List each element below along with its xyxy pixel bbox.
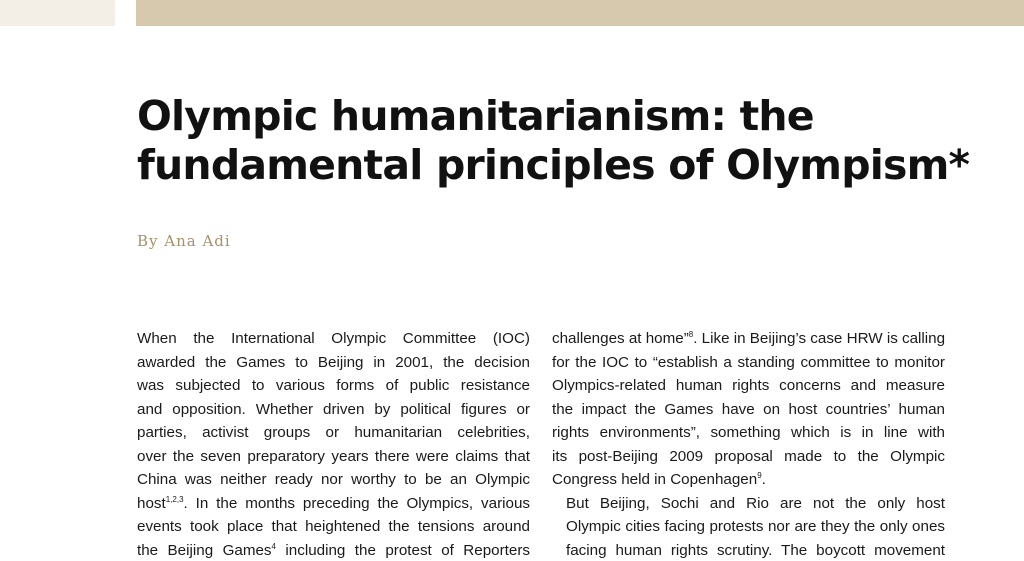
article-title bbox=[137, 92, 997, 190]
footnote-ref: 8 bbox=[688, 330, 694, 339]
top-band-right bbox=[136, 0, 1024, 26]
text-fragment: host bbox=[137, 494, 166, 512]
text-line bbox=[552, 327, 945, 351]
text-line: over the seven preparatory years there were claims that bbox=[137, 447, 530, 465]
text-line: the impact the Games have on host countries’ human bbox=[552, 400, 945, 418]
text-fragment: the Beijing Games bbox=[137, 541, 272, 559]
top-band-left bbox=[0, 0, 115, 26]
text-line bbox=[137, 492, 530, 516]
text-line bbox=[137, 539, 530, 561]
text-line: Olympics-related human rights concerns and measure bbox=[552, 377, 945, 394]
body-column-right bbox=[552, 327, 945, 561]
text-fragment: including the protest of Reporters bbox=[275, 541, 530, 559]
text-line: Olympic cities facing protests nor are they the only ones bbox=[566, 518, 945, 535]
text-line: parties, activist groups or humanitarian celebrities, bbox=[137, 424, 530, 441]
paragraph bbox=[137, 327, 530, 561]
text-fragment: . In the months preceding the Olympics, various bbox=[183, 494, 530, 512]
byline: By Ana Adi bbox=[137, 232, 231, 250]
text-fragment: challenges at home” bbox=[552, 330, 689, 347]
text-line: facing human rights scrutiny. The boycott movement bbox=[566, 541, 945, 559]
body-column-left bbox=[137, 327, 530, 561]
paragraph bbox=[552, 492, 945, 561]
text-line bbox=[552, 468, 945, 492]
text-line: its post-Beijing 2009 proposal made to the Olympic bbox=[552, 447, 945, 465]
footnote-ref: 1,2,3 bbox=[165, 494, 184, 504]
text-fragment: Congress held in Copenhagen bbox=[552, 471, 758, 488]
text-line: But Beijing, Sochi and Rio are not the only host bbox=[566, 494, 945, 512]
text-fragment: . bbox=[761, 471, 766, 488]
text-line: China was neither ready nor worthy to be an Olympic bbox=[137, 471, 530, 488]
text-line: events took place that heightened the tensions around bbox=[137, 518, 530, 535]
text-fragment: . Like in Beijing’s case HRW is calling bbox=[693, 330, 946, 347]
text-line: rights environments”, something which is in line with bbox=[552, 424, 945, 441]
footnote-ref: 4 bbox=[271, 541, 276, 551]
footnote-ref: 9 bbox=[757, 471, 762, 480]
text-line: awarded the Games to Beijing in 2001, the decision bbox=[137, 353, 530, 371]
text-line: for the IOC to “establish a standing committee to monitor bbox=[552, 353, 945, 371]
text-line: was subjected to various forms of public resistance bbox=[137, 377, 530, 394]
text-line: and opposition. Whether driven by political figures or bbox=[137, 400, 530, 418]
article-title-line-2: fundamental principles of Olympism* bbox=[137, 141, 970, 189]
text-line: When the International Olympic Committee (IOC) bbox=[137, 330, 530, 347]
paragraph bbox=[552, 327, 945, 492]
article-title-line-1: Olympic humanitarianism: the bbox=[137, 92, 814, 140]
